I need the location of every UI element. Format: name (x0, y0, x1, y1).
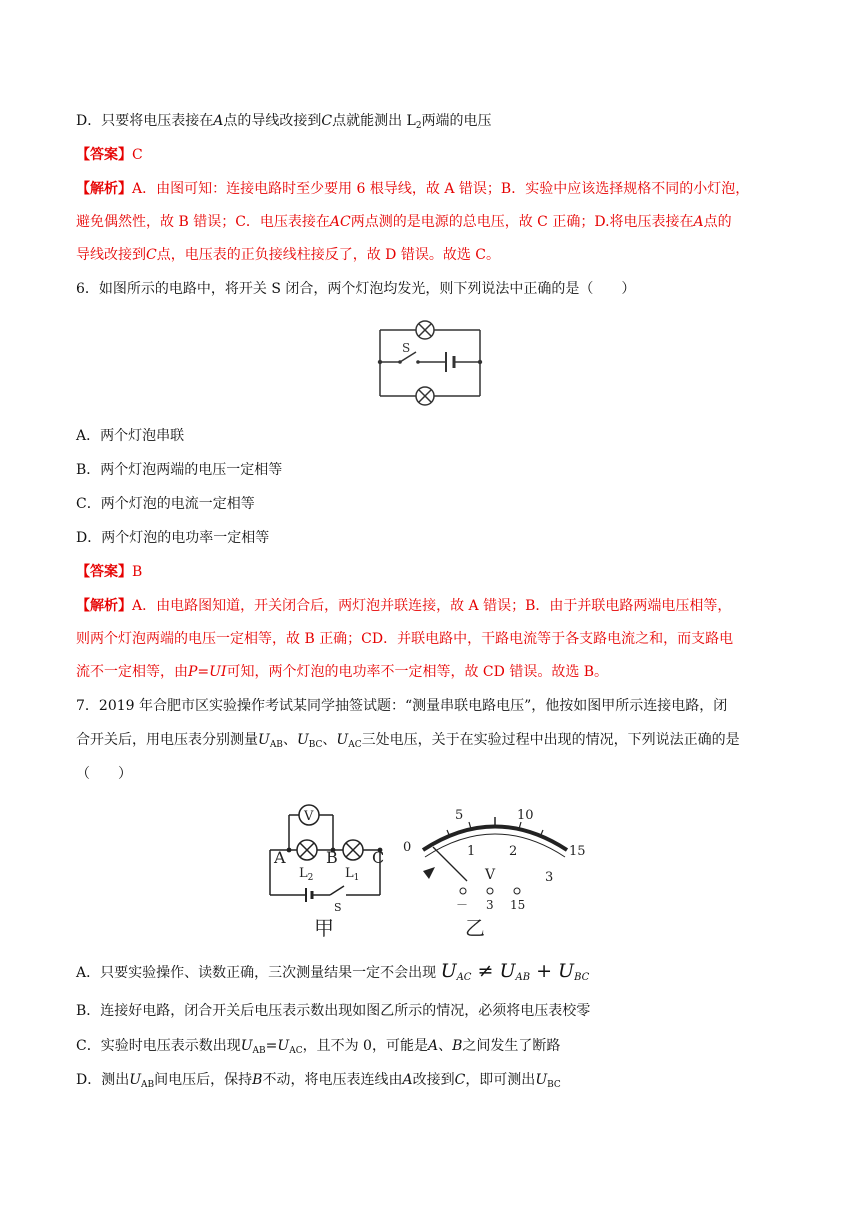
question-7-line2: 合开关后，用电压表分别测量$U_{AB}$、$U_{BC}$、$U_{AC}$三处电压，关于在实验过程中出现的情况，下列说法正确的是 (76, 732, 740, 750)
fig-b-top-scale-15: 15 (569, 844, 586, 859)
q7-option-b: B．连接好电路，闭合开关后电压表示数出现如图乙所示的情况，必须将电压表校零 (76, 1003, 591, 1019)
fig-a-caption: 甲 (314, 916, 334, 940)
fig-b-top-scale-0: 0 (403, 840, 412, 855)
fig-a-point-a: A (274, 848, 286, 867)
answer-5: 【答案】C (76, 147, 143, 163)
question-6-stem: 6．如图所示的电路中，将开关 S 闭合，两个灯泡均发光，则下列说法中正确的是（ ） (76, 281, 636, 297)
q6-option-d: D．两个灯泡的电功率一定相等 (76, 530, 270, 546)
fig-a-switch-label: S (334, 901, 342, 914)
fig-a-point-c: C (372, 848, 385, 867)
q6-switch-label: S (402, 341, 411, 355)
q6-circuit-diagram (370, 318, 490, 408)
q7-option-d: D．测出$U_{AB}$间电压后，保持B不动，将电压表连线由A改接到C，即可测出$U_{BC}$ (76, 1072, 561, 1090)
fig-b-pointer-icon (423, 867, 435, 879)
fig-b-terminal-15-icon (514, 888, 520, 894)
answer-6: 【答案】B (76, 564, 143, 580)
explanation-5-line2: 避免偶然性，故 B 错误；C．电压表接在AC两点测的是电源的总电压，故 C 正确；D.将电压表接在A点的 (76, 214, 732, 230)
fig-b-caption: 乙 (465, 916, 485, 940)
q6-option-b: B．两个灯泡两端的电压一定相等 (76, 462, 283, 478)
q5-option-d: D．只要将电压表接在A点的导线改接到C点就能测出 $L_2$两端的电压 (76, 113, 492, 131)
explanation-5-line1: 【解析】A．由图可知：连接电路时至少要用 6 根导线，故 A 错误；B．实验中应该选择规格不同的小灯泡， (76, 181, 750, 197)
fig-b-terminal-neg: － (456, 898, 469, 912)
q7-figure-b-voltmeter-dial (395, 795, 595, 940)
q6-option-a: A．两个灯泡串联 (76, 428, 185, 444)
q7-option-a-formula: $U_{AC} \ne U_{AB} + U_{BC}$ (440, 960, 590, 983)
question-7-line1: 7．2019 年合肥市区实验操作考试某同学抽签试题：“测量串联电路电压”，他按如图甲所示连接电路，闭 (76, 698, 728, 714)
fig-b-terminal-15: 15 (510, 898, 526, 912)
fig-a-point-b: B (326, 848, 338, 867)
fig-b-bottom-scale-2: 2 (509, 844, 518, 859)
question-7-line3: （ ） (76, 766, 132, 782)
q7-figure-a-circuit (262, 795, 392, 940)
fig-b-bottom-scale-1: 1 (467, 844, 476, 859)
fig-b-top-scale-5: 5 (455, 808, 464, 823)
fig-a-lamp-l2: $L_2$ (299, 866, 314, 883)
fig-a-lamp-l1: $L_1$ (345, 866, 360, 883)
q7-option-a: A．只要实验操作、读数正确，三次测量结果一定不会出现 $U_{AC} \ne U_{AB} + U_{BC}$ (76, 960, 590, 983)
fig-b-terminal-3-icon (487, 888, 493, 894)
fig-b-bottom-scale-3: 3 (545, 870, 554, 885)
fig-b-terminal-neg-icon (460, 888, 466, 894)
fig-b-terminal-3: 3 (486, 898, 494, 912)
explanation-6-line2: 则两个灯泡两端的电压一定相等，故 B 正确；CD．并联电路中，干路电流等于各支路电流之和，而支路电 (76, 631, 734, 647)
explanation-6-line3: 流不一定相等，由P=UI可知，两个灯泡的电功率不一定相等，故 CD 错误。故选 B。 (76, 664, 609, 680)
fig-a-voltmeter-label: V (304, 809, 314, 824)
explanation-6-line1: 【解析】A．由电路图知道，开关闭合后，两灯泡并联连接，故 A 错误；B．由于并联电路两端电压相等， (76, 598, 732, 614)
explanation-5-line3: 导线改接到C点，电压表的正负接线柱接反了，故 D 错误。故选 C。 (76, 247, 501, 263)
q6-option-c: C．两个灯泡的电流一定相等 (76, 496, 255, 512)
q7-option-c: C．实验时电压表示数出现$U_{AB}=U_{AC}$，且不为 0，可能是A、B之间发生了断路 (76, 1038, 561, 1056)
fig-b-unit-label: V (485, 867, 496, 883)
fig-b-top-scale-10: 10 (517, 808, 534, 823)
